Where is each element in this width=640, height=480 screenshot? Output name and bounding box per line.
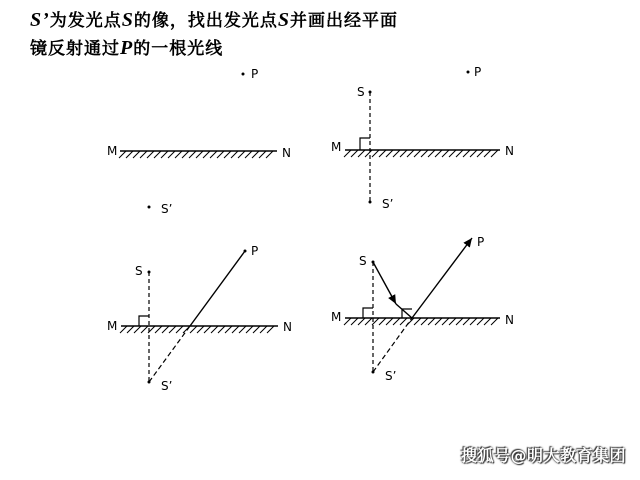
label-m: M [107, 319, 118, 333]
label-s-prime: S’ [161, 202, 173, 216]
right-angle-mark [363, 308, 373, 318]
label-p: P [474, 65, 482, 79]
figure-step-2 [107, 244, 292, 393]
point-s [148, 271, 151, 274]
title-text-1c: 并画出经平面 [290, 11, 399, 31]
title-s: S [121, 9, 134, 31]
label-s: S [359, 254, 367, 268]
label-m: M [107, 144, 118, 158]
point-s [372, 261, 375, 264]
point-p [467, 71, 470, 74]
point-s-prime [369, 201, 372, 204]
label-s: S [357, 85, 365, 99]
right-angle-mark [360, 138, 370, 150]
point-s-prime [372, 371, 375, 374]
label-p: P [477, 235, 485, 249]
reflected-ray [412, 238, 472, 318]
title-text-2a: 镜反射通过 [30, 39, 120, 59]
point-s-prime [148, 381, 151, 384]
watermark: 搜狐号@明大教育集团 [460, 446, 626, 465]
title-text-1b: 的像，找出发光点 [133, 11, 278, 31]
mirror-mn [119, 151, 277, 158]
figure-step-1 [331, 65, 514, 211]
figure-problem [107, 67, 291, 216]
label-s-prime: S’ [385, 369, 397, 383]
label-s: S [135, 264, 143, 278]
incident-ray-arrow [373, 262, 396, 304]
mirror-mn [344, 318, 500, 325]
title-text-2b: 的一根光线 [133, 39, 224, 59]
incident-ray [396, 304, 412, 318]
label-s-prime: S’ [161, 379, 173, 393]
label-n: N [282, 146, 291, 160]
label-n: N [505, 313, 514, 327]
label-n: N [283, 320, 292, 334]
mirror-mn [344, 150, 500, 157]
label-p: P [251, 67, 259, 81]
title-s-prime: S’ [30, 9, 50, 31]
reflected-line [190, 251, 245, 326]
label-m: M [331, 140, 342, 154]
label-p: P [251, 244, 259, 258]
image-line-dashed [373, 318, 412, 372]
point-p [244, 250, 247, 253]
point-p [242, 73, 245, 76]
figure-solution [331, 235, 514, 383]
label-n: N [505, 144, 514, 158]
label-m: M [331, 310, 342, 324]
label-s-prime: S’ [382, 197, 394, 211]
point-s [369, 91, 372, 94]
title-s2: S [277, 9, 291, 31]
mirror-mn [120, 326, 278, 333]
title-text-1a: 为发光点 [49, 11, 122, 31]
right-angle-mark [139, 316, 149, 326]
point-s-prime [148, 206, 151, 209]
title-p: P [120, 37, 134, 59]
image-line-dashed [149, 326, 190, 382]
